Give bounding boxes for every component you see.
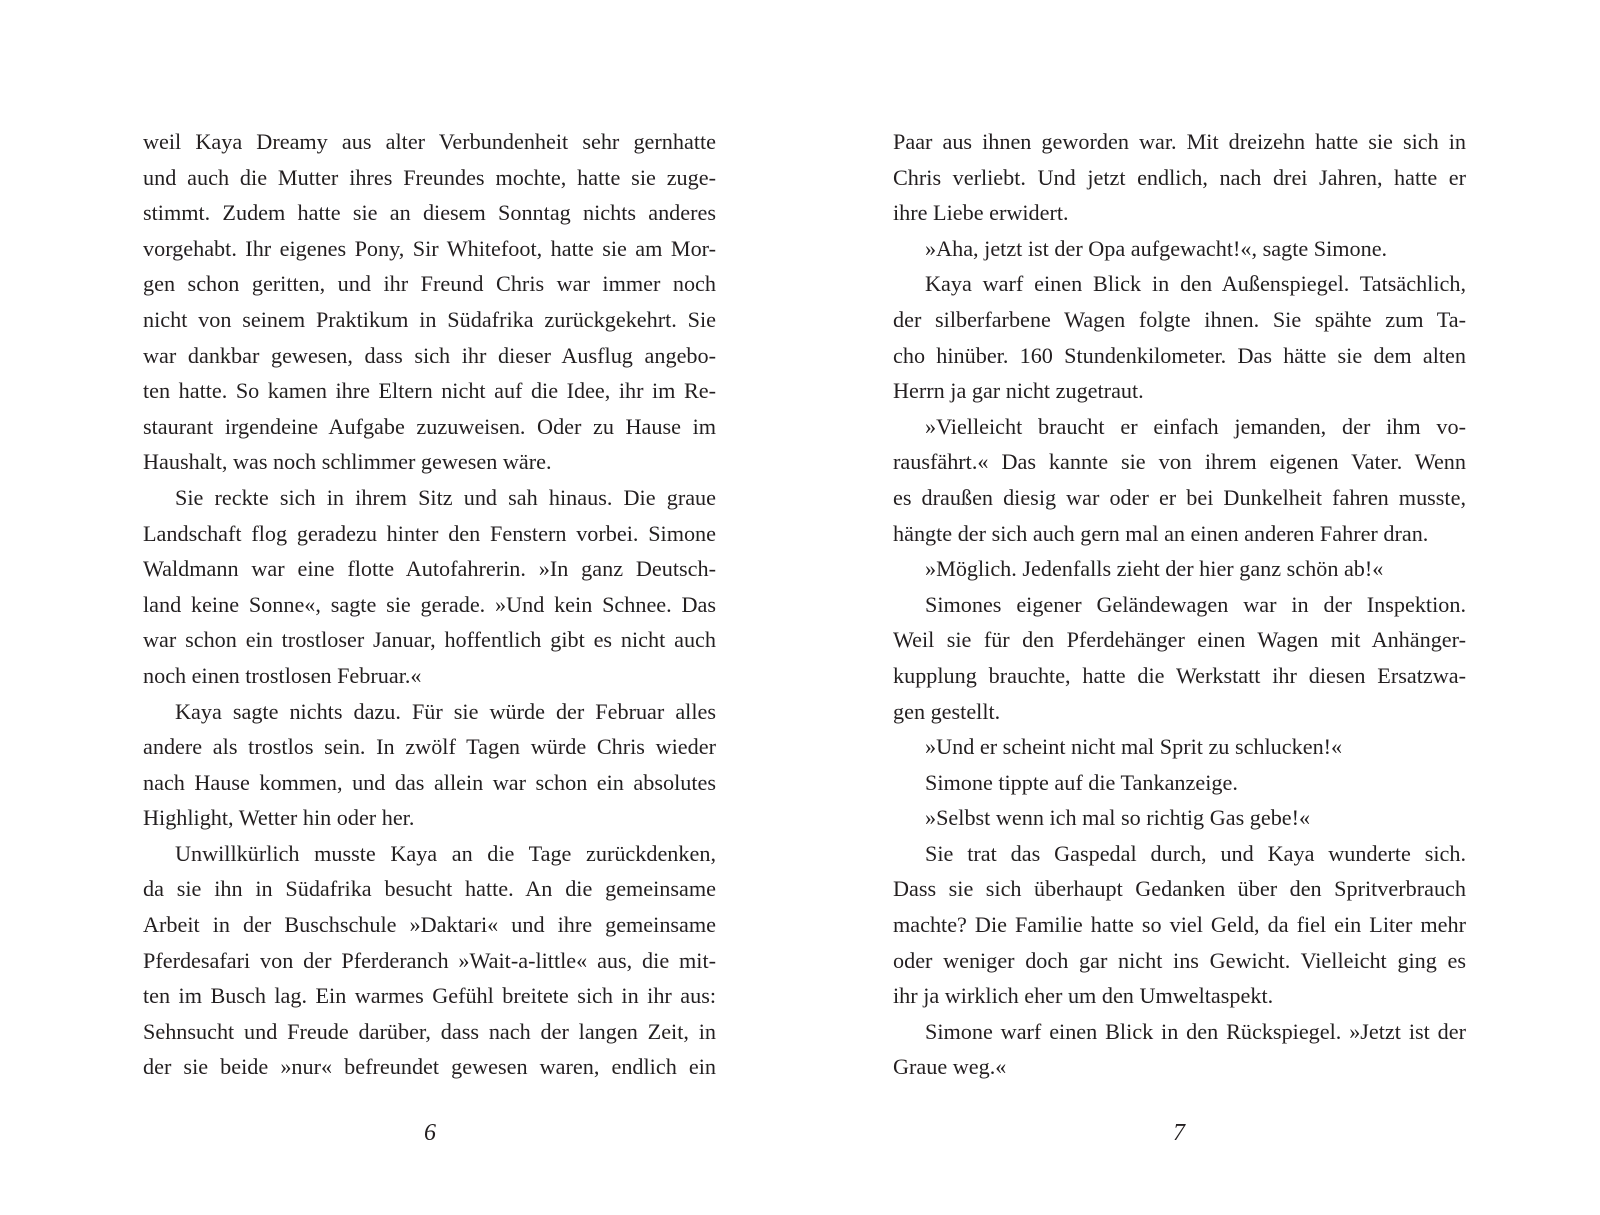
text-line: cho hinüber. 160 Stundenkilometer. Das hätte sie dem alten bbox=[893, 342, 1466, 368]
text-line: Herrn ja gar nicht zugetraut. bbox=[893, 378, 1144, 404]
text-line: es draußen diesig war oder er bei Dunkelheit fahren musste, bbox=[893, 484, 1466, 510]
text-line: Sehnsucht und Freude darüber, dass nach der langen Zeit, in bbox=[143, 1018, 716, 1044]
text-line: ihre Liebe erwidert. bbox=[893, 200, 1069, 226]
text-line: stimmt. Zudem hatte sie an diesem Sonntag nichts anderes bbox=[143, 200, 716, 226]
text-line: ten hatte. So kamen ihre Eltern nicht auf die Idee, ihr im Re- bbox=[143, 378, 716, 404]
text-line: kupplung brauchte, hatte die Werkstatt ihr diesen Ersatzwa- bbox=[893, 662, 1466, 688]
text-line: nicht von seinem Praktikum in Südafrika zurückgekehrt. Sie bbox=[143, 306, 716, 332]
text-line: »Vielleicht braucht er einfach jemanden, der ihm vo- bbox=[925, 413, 1466, 439]
text-line: Arbeit in der Buschschule »Daktari« und ihre gemeinsame bbox=[143, 912, 716, 938]
text-line: Kaya sagte nichts dazu. Für sie würde der Februar alles bbox=[175, 698, 716, 724]
text-line: »Möglich. Jedenfalls zieht der hier ganz schön ab!« bbox=[925, 556, 1384, 582]
right-page bbox=[800, 0, 1600, 1215]
text-line: Simones eigener Geländewagen war in der Inspektion. bbox=[925, 591, 1466, 617]
text-line: Weil sie für den Pferdehänger einen Wagen mit Anhänger- bbox=[893, 627, 1466, 653]
text-line: ten im Busch lag. Ein warmes Gefühl breitete sich in ihr aus: bbox=[143, 983, 716, 1009]
left-page-number: 6 bbox=[424, 1120, 436, 1146]
right-page-text bbox=[893, 124, 1466, 1085]
text-line: vorgehabt. Ihr eigenes Pony, Sir Whitefoot, hatte sie am Mor- bbox=[143, 235, 716, 261]
text-line: Highlight, Wetter hin oder her. bbox=[143, 805, 415, 831]
text-line: Pferdesafari von der Pferderanch »Wait-a-little« aus, die mit- bbox=[143, 947, 716, 973]
text-line: Sie reckte sich in ihrem Sitz und sah hinaus. Die graue bbox=[175, 484, 716, 510]
text-line: Simone warf einen Blick in den Rückspiegel. »Jetzt ist der bbox=[925, 1018, 1466, 1044]
left-page-text bbox=[143, 124, 716, 1085]
text-line: war dankbar gewesen, dass sich ihr dieser Ausflug angebo- bbox=[143, 342, 716, 368]
text-line: weil Kaya Dreamy aus alter Verbundenheit sehr gernhatte bbox=[143, 129, 716, 154]
text-line: war schon ein trostloser Januar, hoffentlich gibt es nicht auch bbox=[143, 627, 716, 653]
text-line: Paar aus ihnen geworden war. Mit dreizehn hatte sie sich in bbox=[893, 129, 1466, 154]
text-line: hängte der sich auch gern mal an einen anderen Fahrer dran. bbox=[893, 520, 1429, 546]
text-line: Dass sie sich überhaupt Gedanken über den Spritverbrauch bbox=[893, 876, 1466, 902]
text-line: »Aha, jetzt ist der Opa aufgewacht!«, sagte Simone. bbox=[925, 235, 1388, 261]
right-page-number: 7 bbox=[1173, 1120, 1185, 1146]
text-line: »Und er scheint nicht mal Sprit zu schlucken!« bbox=[925, 734, 1343, 760]
text-line: Kaya warf einen Blick in den Außenspiegel. Tatsächlich, bbox=[925, 271, 1466, 297]
text-line: land keine Sonne«, sagte sie gerade. »Und kein Schnee. Das bbox=[143, 591, 716, 617]
text-line: Simone tippte auf die Tankanzeige. bbox=[925, 769, 1238, 795]
text-line: andere als trostlos sein. In zwölf Tagen würde Chris wieder bbox=[143, 734, 716, 760]
text-line: »Selbst wenn ich mal so richtig Gas gebe!« bbox=[925, 805, 1311, 831]
text-line: Waldmann war eine flotte Autofahrerin. »In ganz Deutsch- bbox=[143, 556, 716, 582]
text-line: Graue weg.« bbox=[893, 1054, 1007, 1080]
text-line: der silberfarbene Wagen folgte ihnen. Sie spähte zum Ta- bbox=[893, 306, 1466, 332]
text-line: rausfährt.« Das kannte sie von ihrem eigenen Vater. Wenn bbox=[893, 449, 1466, 475]
text-line: und auch die Mutter ihres Freundes mochte, hatte sie zuge- bbox=[143, 164, 716, 190]
text-line: Unwillkürlich musste Kaya an die Tage zurückdenken, bbox=[175, 840, 716, 866]
text-line: Sie trat das Gaspedal durch, und Kaya wunderte sich. bbox=[925, 840, 1466, 866]
text-line: oder weniger doch gar nicht ins Gewicht. Vielleicht ging es bbox=[893, 947, 1466, 973]
text-line: staurant irgendeine Aufgabe zuzuweisen. Oder zu Hause im bbox=[143, 413, 716, 439]
text-line: da sie ihn in Südafrika besucht hatte. An die gemeinsame bbox=[143, 876, 716, 902]
text-line: Haushalt, was noch schlimmer gewesen wäre. bbox=[143, 449, 552, 475]
text-line: noch einen trostlosen Februar.« bbox=[143, 662, 422, 688]
text-line: Chris verliebt. Und jetzt endlich, nach drei Jahren, hatte er bbox=[893, 164, 1466, 190]
text-line: der sie beide »nur« befreundet gewesen waren, endlich ein bbox=[143, 1054, 716, 1080]
text-line: machte? Die Familie hatte so viel Geld, da fiel ein Liter mehr bbox=[893, 912, 1466, 938]
text-line: Landschaft flog geradezu hinter den Fenstern vorbei. Simone bbox=[143, 520, 716, 546]
text-line: nach Hause kommen, und das allein war schon ein absolutes bbox=[143, 769, 716, 795]
text-line: ihr ja wirklich eher um den Umweltaspekt. bbox=[893, 983, 1274, 1009]
text-line: gen gestellt. bbox=[893, 698, 1001, 724]
text-line: gen schon geritten, und ihr Freund Chris war immer noch bbox=[143, 271, 716, 297]
